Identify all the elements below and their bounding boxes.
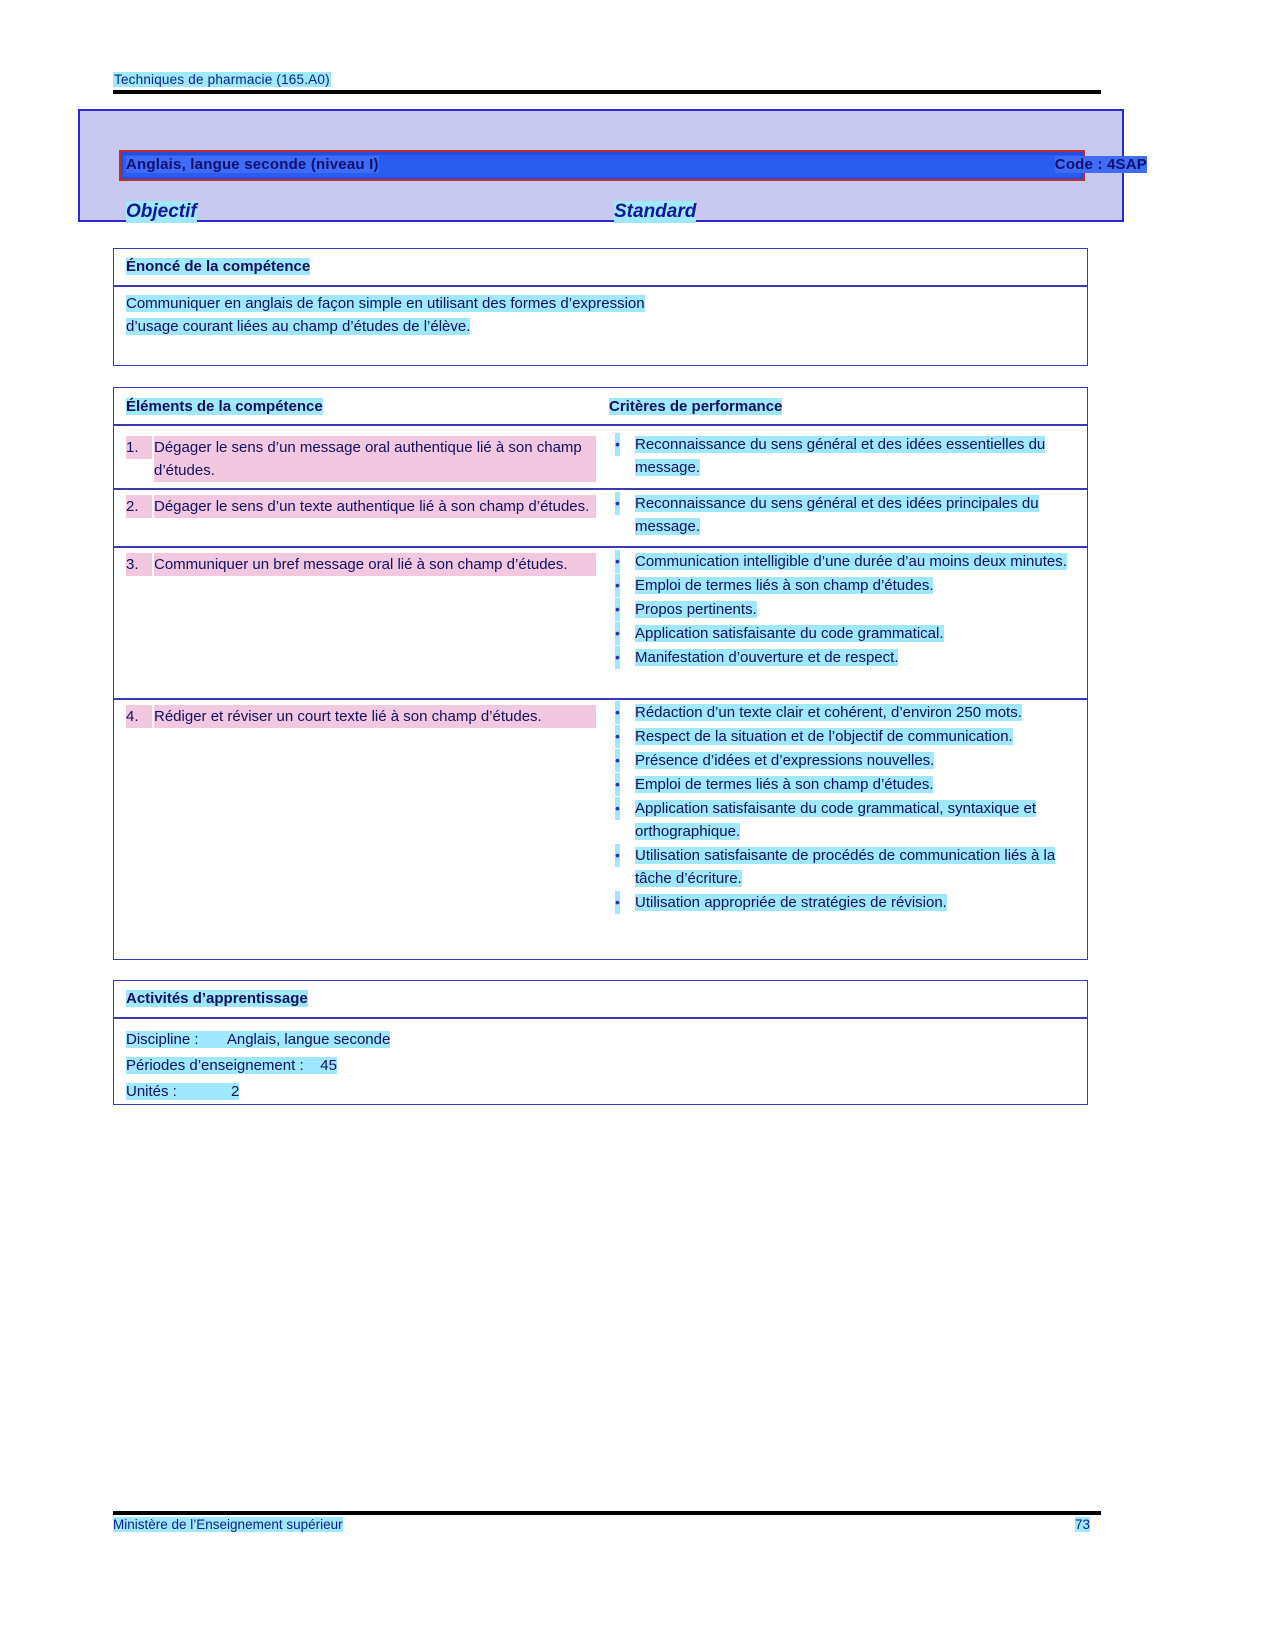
criteria-cell xyxy=(609,492,1079,539)
enonce-text: Communiquer en anglais de façon simple en utilisant des formes d’expression d’usage courant liées au champ d’études de l’élève. xyxy=(126,295,645,335)
criterion-text: Emploi de termes liés à son champ d’études. xyxy=(635,776,934,793)
enonce-body-wrap xyxy=(126,293,686,338)
element-number: 1. xyxy=(126,436,152,459)
element-number: 4. xyxy=(126,705,152,728)
competence-head-left-wrap xyxy=(126,397,323,417)
list-item xyxy=(609,725,1079,748)
enonce-title-wrap xyxy=(126,257,310,277)
list-item xyxy=(609,550,1079,573)
table-row xyxy=(126,553,596,576)
list-item xyxy=(609,701,1079,724)
activites-line xyxy=(126,1053,746,1079)
criterion-text: Emploi de termes liés à son champ d’études. xyxy=(635,577,934,594)
criterion-text: Utilisation satisfaisante de procédés de communication liés à la tâche d’écriture. xyxy=(635,847,1056,887)
activites-body xyxy=(126,1027,746,1105)
list-item xyxy=(609,574,1079,597)
criterion-text: Rédaction d’un texte clair et cohérent, d’environ 250 mots. xyxy=(635,704,1022,721)
criterion-text: Manifestation d’ouverture et de respect. xyxy=(635,649,899,666)
table-row xyxy=(126,705,596,728)
competence-head-right-wrap xyxy=(609,397,782,417)
activites-title: Activités d’apprentissage xyxy=(126,990,308,1007)
list-item xyxy=(609,646,1079,669)
header-rule xyxy=(113,90,1101,94)
enonce-title: Énoncé de la compétence xyxy=(126,258,311,275)
list-item xyxy=(609,622,1079,645)
table-row xyxy=(126,436,596,482)
criterion-text: Communication intelligible d’une durée d’au moins deux minutes. xyxy=(635,553,1067,570)
competence-head-left: Éléments de la compétence xyxy=(126,398,323,415)
table-row xyxy=(126,495,596,518)
activites-title-wrap xyxy=(126,989,308,1009)
criterion-text: Application satisfaisante du code grammatical. xyxy=(635,625,944,642)
standard-label: Standard xyxy=(614,201,697,222)
activites-line xyxy=(126,1027,746,1053)
enonce-competence-box xyxy=(113,248,1088,366)
page-header-program: Techniques de pharmacie (165.A0) xyxy=(114,72,330,87)
row-divider xyxy=(114,698,1087,700)
activites-unites: Unités : 2 xyxy=(126,1083,240,1100)
criterion-text: Reconnaissance du sens général et des idées principales du message. xyxy=(635,495,1039,535)
activites-periodes: Périodes d’enseignement : 45 xyxy=(126,1057,337,1074)
activites-divider xyxy=(114,1017,1087,1019)
criteria-cell xyxy=(609,433,1079,480)
row-divider xyxy=(114,546,1087,548)
course-code: Code : 4SAP xyxy=(1054,156,1147,173)
list-item xyxy=(609,749,1079,772)
competence-table xyxy=(113,387,1088,960)
row-divider xyxy=(114,488,1087,490)
element-number: 3. xyxy=(126,553,152,576)
footer-ministry: Ministère de l’Enseignement supérieur xyxy=(113,1517,343,1532)
activites-discipline: Discipline : Anglais, langue seconde xyxy=(126,1031,391,1048)
criterion-text: Propos pertinents. xyxy=(635,601,757,618)
criterion-text: Reconnaissance du sens général et des idées essentielles du message. xyxy=(635,436,1046,476)
element-number: 2. xyxy=(126,495,152,518)
list-item xyxy=(609,773,1079,796)
list-item xyxy=(609,433,1079,479)
list-item xyxy=(609,891,1079,914)
criterion-text: Application satisfaisante du code grammatical, syntaxique et orthographique. xyxy=(635,800,1037,840)
list-item xyxy=(609,797,1079,843)
list-item xyxy=(609,844,1079,890)
list-item xyxy=(609,492,1079,538)
criterion-text: Utilisation appropriée de stratégies de révision. xyxy=(635,894,947,911)
course-title: Anglais, langue seconde (niveau I) xyxy=(126,156,379,173)
criteria-cell xyxy=(609,550,1079,670)
enonce-divider xyxy=(114,285,1087,287)
criterion-text: Présence d’idées et d’expressions nouvelles. xyxy=(635,752,935,769)
activites-apprentissage-box xyxy=(113,980,1088,1105)
competence-header-divider xyxy=(114,424,1087,426)
objectif-label: Objectif xyxy=(126,201,197,222)
criteria-cell xyxy=(609,701,1079,915)
footer-rule xyxy=(113,1511,1101,1515)
element-text: Dégager le sens d’un message oral authentique lié à son champ d’études. xyxy=(154,436,596,482)
element-text: Dégager le sens d’un texte authentique lié à son champ d’études. xyxy=(154,495,596,518)
list-item xyxy=(609,598,1079,621)
page-number: 73 xyxy=(1075,1517,1091,1532)
element-text: Communiquer un bref message oral lié à son champ d’études. xyxy=(154,553,596,576)
element-text: Rédiger et réviser un court texte lié à son champ d’études. xyxy=(154,705,596,728)
activites-line xyxy=(126,1079,746,1105)
criterion-text: Respect de la situation et de l’objectif de communication. xyxy=(635,728,1013,745)
competence-head-right: Critères de performance xyxy=(609,398,783,415)
